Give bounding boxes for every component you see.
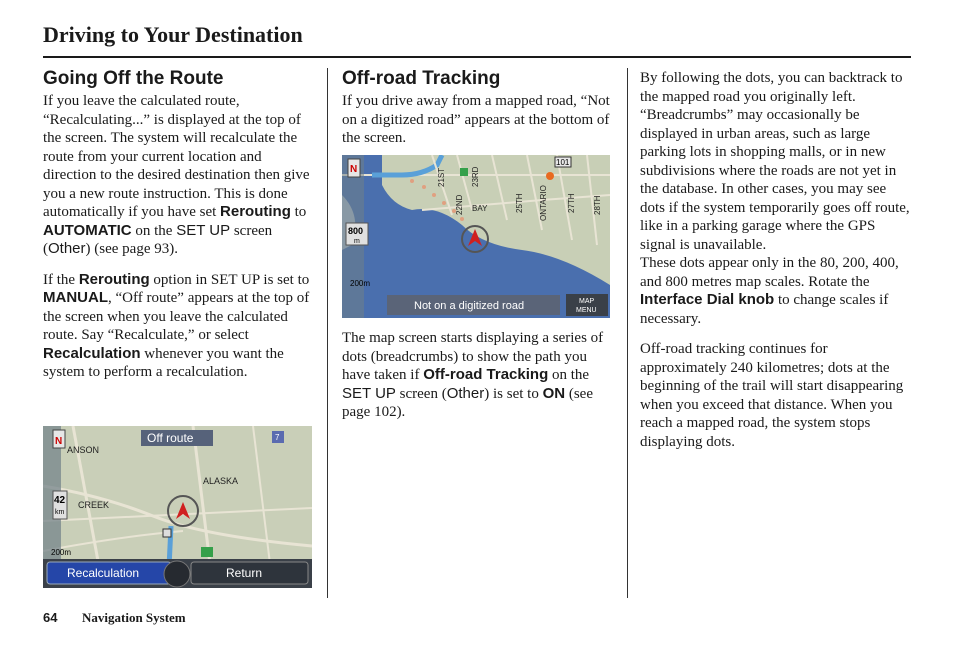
column-breadcrumbs <box>640 69 912 463</box>
status-message: Not on a digitized road <box>414 300 525 312</box>
paragraph: Off-road tracking continues for approximately 240 kilometres; dots at the beginning of the trail will start disappearing when you exceed that distance. When you reach a mapped road, the system stops displaying dots. <box>640 341 904 450</box>
svg-text:28TH: 28TH <box>593 195 602 215</box>
footer-label: Navigation System <box>82 610 186 625</box>
column-divider <box>627 68 628 598</box>
page-title: Driving to Your Destination <box>43 22 303 47</box>
svg-text:7: 7 <box>275 433 280 442</box>
paragraph: If you drive away from a mapped road, “Not on a digitized road” appears at the bottom of the screen. <box>342 93 610 146</box>
svg-text:21ST: 21ST <box>437 167 446 187</box>
svg-text:ANSON: ANSON <box>67 445 100 455</box>
svg-text:200m: 200m <box>350 279 371 288</box>
off-road-map-screenshot <box>342 155 610 318</box>
paragraph: By following the dots, you can backtrack to the mapped road you originally left. “Breadcrumbs” may occasionally be displayed in urban areas, such as large parking lots in shopping malls, or in new subdivisions where the roads are not yet in the database. In other cases, you may see dots if the system temporarily goes off route, like in a parking garage where the GPS signal is unavailable. <box>640 70 910 253</box>
section-heading: Off-road Tracking <box>342 68 501 89</box>
svg-text:42: 42 <box>54 495 66 506</box>
svg-text:22ND: 22ND <box>455 194 464 215</box>
svg-text:ONTARIO: ONTARIO <box>539 185 548 221</box>
svg-text:800: 800 <box>348 226 364 236</box>
section-heading: Going Off the Route <box>43 68 224 89</box>
recalculation-button[interactable]: Recalculation <box>67 566 140 580</box>
title-divider <box>43 56 911 58</box>
svg-text:200m: 200m <box>51 548 72 557</box>
svg-text:27TH: 27TH <box>567 193 576 213</box>
svg-text:101: 101 <box>556 158 570 167</box>
paragraph: These dots appear only in the 80, 200, 400, and 800 metres map scales. Rotate the Interface Dial knob to change scales if necessary. <box>640 255 899 327</box>
return-button[interactable]: Return <box>226 566 263 580</box>
svg-text:BAY: BAY <box>472 204 488 213</box>
svg-text:N: N <box>55 436 63 447</box>
svg-text:25TH: 25TH <box>515 193 524 213</box>
svg-text:Off route: Off route <box>147 431 194 445</box>
map-menu-button[interactable]: MAP <box>579 298 595 305</box>
paragraph: The map screen starts displaying a series of dots (breadcrumbs) to show the path you have taken if Off-road Tracking on the SET UP screen (Other) is set to ON (see page 102). <box>342 330 604 420</box>
svg-text:ALASKA: ALASKA <box>203 476 239 486</box>
svg-text:MENU: MENU <box>576 307 597 314</box>
column-off-road-tracking <box>342 68 614 160</box>
svg-text:km: km <box>55 509 65 516</box>
column-divider <box>327 68 328 598</box>
paragraph: If the Rerouting option in SET UP is set to MANUAL, “Off route” appears at the top of the screen when you leave the calculated route. Say “Recalculate,” or select Recalculation whenever you want the system to perform a recalculation. <box>43 270 310 380</box>
svg-text:N: N <box>350 164 358 175</box>
svg-text:m: m <box>354 238 360 245</box>
off-route-map-screenshot <box>43 426 312 588</box>
column-off-road-tracking-cont <box>342 329 614 434</box>
page-number: 64 <box>43 610 58 625</box>
svg-text:23RD: 23RD <box>471 166 480 187</box>
paragraph: If you leave the calculated route, “Recalculating...” is displayed at the top of the screen. The system will recalculate the route from your current location and direction to the desired destination then give you a new route instruction. This is done automatically if you have set Rerouting to AUTOMATIC on the SET UP screen (Other) (see page 93). <box>43 93 310 257</box>
svg-text:CREEK: CREEK <box>78 500 110 510</box>
column-going-off-route <box>43 68 311 394</box>
